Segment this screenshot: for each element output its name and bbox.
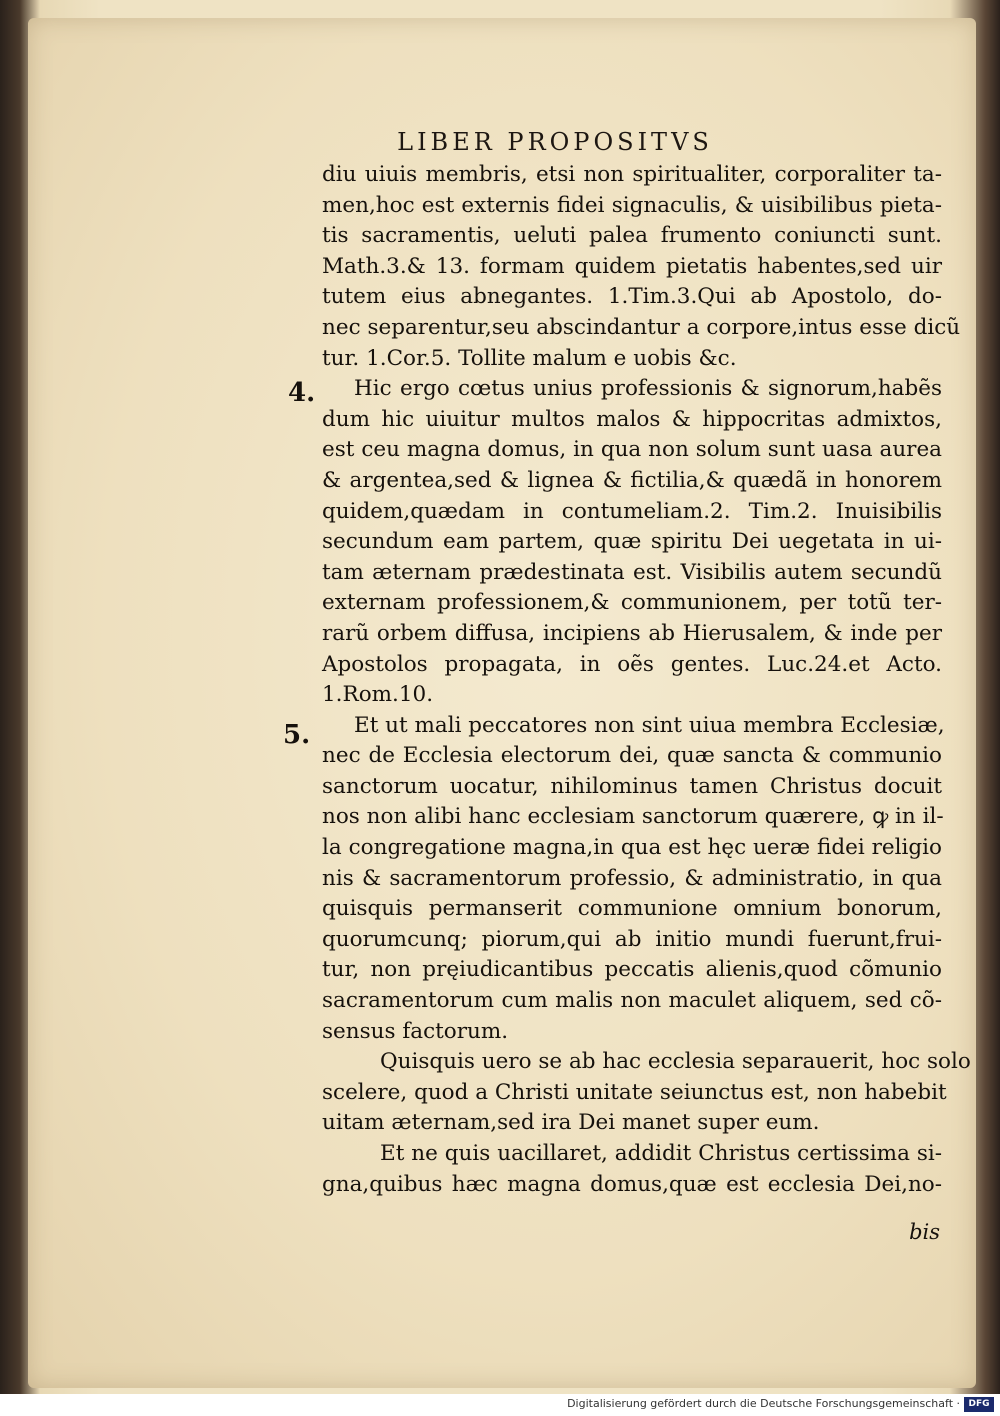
marginal-number-4: 4. — [288, 378, 316, 408]
text-line: men,hoc est externis fidei signaculis, & uisibilibus pieta‑ — [322, 192, 942, 218]
funding-credit: Digitalisierung gefördert durch die Deutsche Forschungsgemeinschaft · — [567, 1397, 960, 1410]
text-line: Math.3.& 13. formam quidem pietatis habentes,sed uir — [322, 253, 942, 279]
marginal-number-5: 5. — [283, 720, 311, 750]
text-line: gna,quibus hæc magna domus,quæ est ecclesia Dei,no‑ — [322, 1171, 942, 1197]
text-line: Et ut mali peccatores non sint uiua membra Ecclesiæ, — [354, 712, 945, 738]
text-line: Quisquis uero se ab hac ecclesia separauerit, hoc solo — [380, 1049, 971, 1075]
text-line: tur, non pręiudicantibus peccatis alienis,quod cõmunio — [322, 957, 942, 983]
dfg-logo: DFG — [964, 1397, 994, 1412]
text-line: diu uiuis membris, etsi non spiritualiter, corporaliter ta‑ — [322, 162, 942, 187]
running-head: LIBER PROPOSITVS — [397, 128, 713, 156]
text-line: tam æternam prædestinata est. Visibilis autem secundũ — [322, 559, 942, 585]
text-line: est ceu magna domus, in qua non solum sunt uasa aurea — [322, 437, 942, 463]
text-line: Hic ergo cœtus unius professionis & signorum,habẽs — [354, 376, 942, 402]
text-line: nec de Ecclesia electorum dei, quæ sancta & communio — [322, 743, 942, 769]
catchword: bis — [909, 1220, 940, 1244]
text-line: sanctorum uocatur, nihilominus tamen Christus docuit — [322, 773, 942, 799]
text-line: quisquis permanserit communione omnium bonorum, — [322, 896, 942, 922]
text-line: tutem eius abnegantes. 1.Tim.3.Qui ab Apostolo, do‑ — [322, 284, 942, 310]
footer-bar — [0, 1394, 1000, 1416]
text-line: sacramentorum cum malis non maculet aliquem, sed cõ‑ — [322, 988, 942, 1014]
text-line: la congregatione magna,in qua est hęc ueræ fidei religio — [322, 835, 942, 861]
body-text — [322, 160, 971, 1200]
text-line: uitam æternam,sed ira Dei manet super eum. — [322, 1110, 820, 1136]
text-line: Et ne quis uacillaret, addidit Christus certissima si‑ — [380, 1141, 942, 1166]
text-line: scelere, quod a Christi unitate seiunctus est, non habebit — [322, 1079, 947, 1105]
text-line: secundum eam partem, quæ spiritu Dei uegetata in ui‑ — [322, 529, 942, 555]
text-line: nec separentur,seu abscindantur a corpore,intus esse dicũ — [322, 314, 961, 340]
text-line: Apostolos propagata, in oẽs gentes. Luc.24.et Acto. — [322, 651, 942, 677]
text-line: rarũ orbem diffusa, incipiens ab Hierusalem, & inde per — [322, 620, 942, 646]
text-line: nis & sacramentorum professio, & administratio, in qua — [322, 865, 942, 891]
text-line: nos non alibi hanc ecclesiam sanctorum quærere, ꝙ in il‑ — [322, 804, 944, 830]
text-line: & argentea,sed & lignea & fictilia,& quædã in honorem — [322, 467, 942, 493]
text-line: quorumcunq; piorum,qui ab initio mundi fuerunt,frui‑ — [322, 926, 942, 952]
text-line: sensus factorum. — [322, 1018, 509, 1044]
text-line: 1.Rom.10. — [322, 682, 434, 708]
text-line: dum hic uiuitur multos malos & hippocritas admixtos, — [322, 406, 942, 432]
text-line: quidem,quædam in contumeliam.2. Tim.2. Inuisibilis — [322, 498, 942, 524]
text-line: tis sacramentis, ueluti palea frumento coniuncti sunt. — [322, 223, 942, 249]
text-line: tur. 1.Cor.5. Tollite malum e uobis &c. — [322, 345, 737, 371]
text-line: externam professionem,& communionem, per totũ ter‑ — [322, 590, 942, 616]
